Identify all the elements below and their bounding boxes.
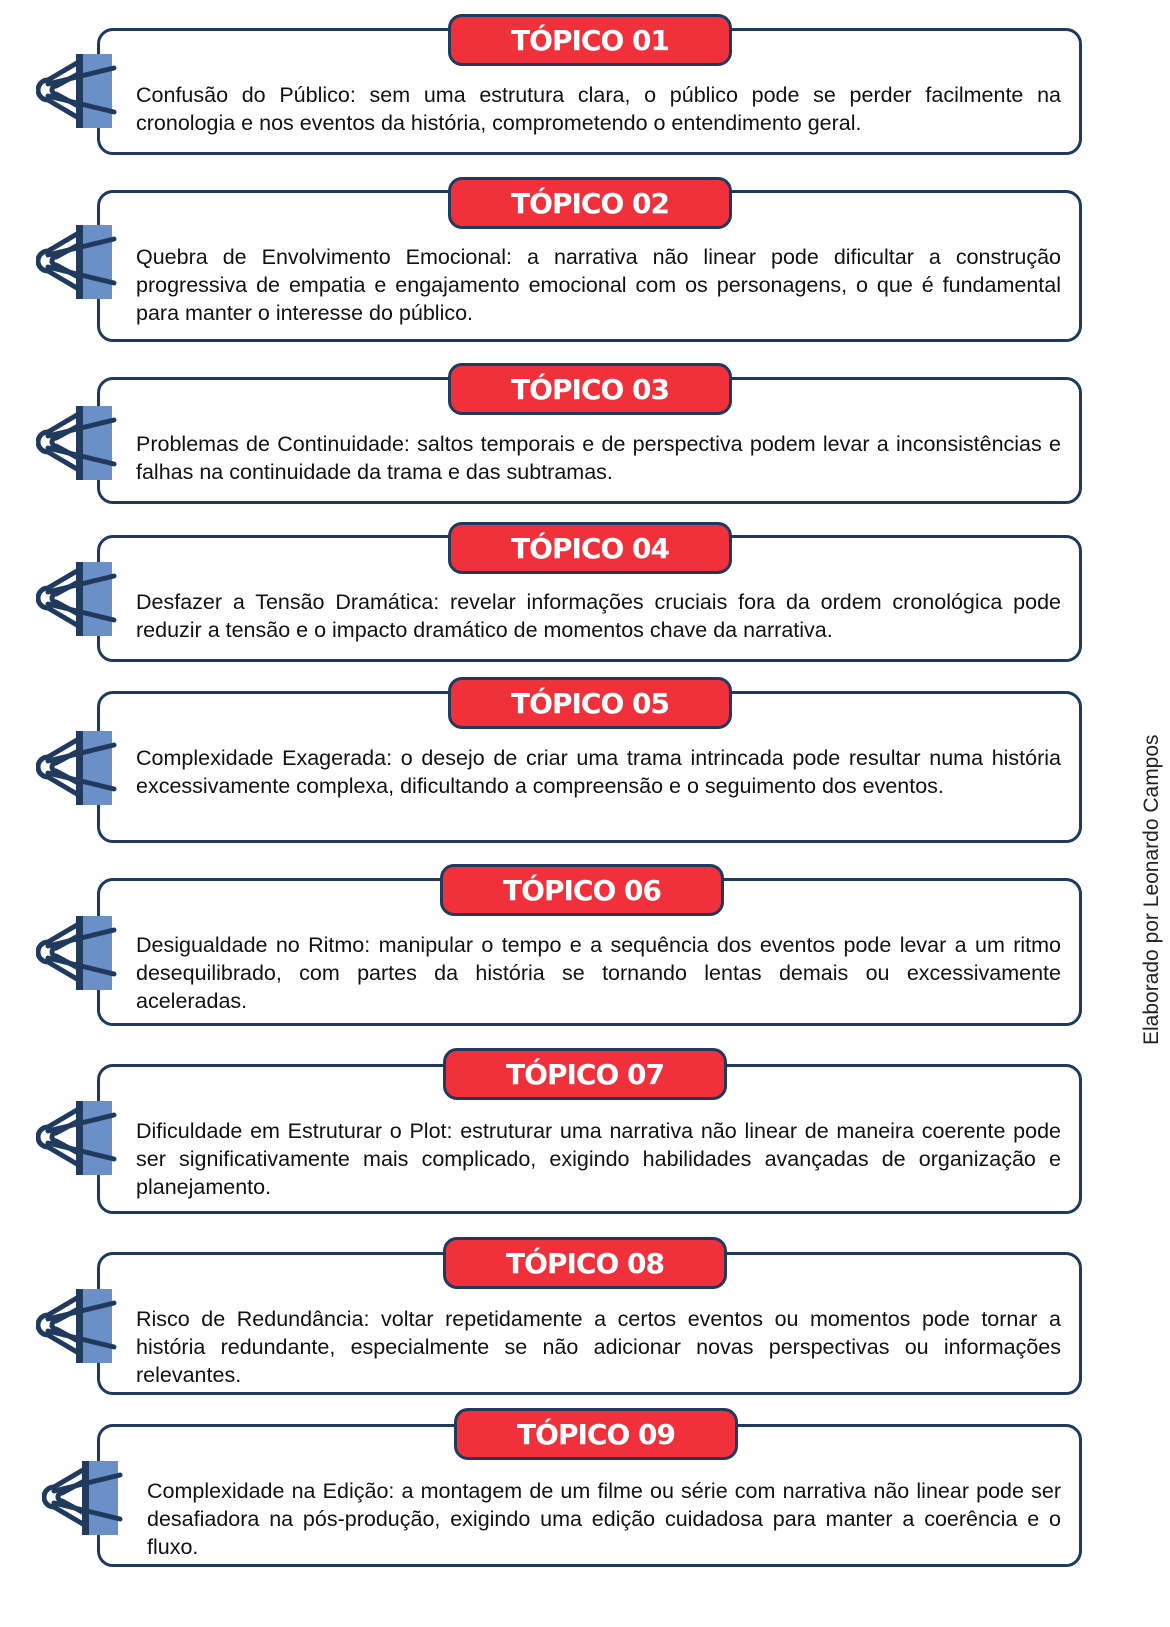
topic-text: Complexidade na Edição: a montagem de um filme ou série com narrativa não linear pode ser desafiadora na pós-produção, exigindo uma edição cuidadosa para manter a coerência e o fluxo. — [147, 1479, 1061, 1559]
topic-text: Complexidade Exagerada: o desejo de criar uma trama intrincada pode resultar numa história excessivamente complexa, dificultando a compreensão e o seguimento dos eventos. — [136, 746, 1061, 798]
topic-badge: TÓPICO 05 — [448, 677, 732, 729]
binder-clip-icon — [42, 1455, 124, 1539]
topic-badge: TÓPICO 08 — [443, 1237, 727, 1289]
binder-clip-icon — [36, 400, 118, 484]
topic-badge: TÓPICO 03 — [448, 363, 732, 415]
binder-clip-icon — [36, 910, 118, 994]
topic-text: Desfazer a Tensão Dramática: revelar informações cruciais fora da ordem cronológica pode reduzir a tensão e o impacto dramático de momentos chave da narrativa. — [136, 590, 1061, 642]
topic-badge: TÓPICO 04 — [448, 522, 732, 574]
binder-clip-icon — [36, 1095, 118, 1179]
credit-text: Elaborado por Leonardo Campos — [1140, 734, 1163, 1045]
topic-badge: TÓPICO 02 — [448, 177, 732, 229]
topic-text: Risco de Redundância: voltar repetidamente a certos eventos ou momentos pode tornar a história redundante, especialmente se não adicionar novas perspectivas ou informações relevantes. — [136, 1307, 1061, 1387]
binder-clip-icon — [36, 725, 118, 809]
binder-clip-icon — [36, 1283, 118, 1367]
binder-clip-icon — [36, 219, 118, 303]
binder-clip-icon — [36, 48, 118, 132]
topic-text: Confusão do Público: sem uma estrutura clara, o público pode se perder facilmente na cronologia e nos eventos da história, comprometendo o entendimento geral. — [136, 83, 1061, 135]
topic-text: Desigualdade no Ritmo: manipular o tempo e a sequência dos eventos pode levar a um ritmo desequilibrado, com partes da história se tornando lentas demais ou excessivamente aceleradas. — [136, 933, 1061, 1013]
binder-clip-icon — [36, 556, 118, 640]
topic-text: Dificuldade em Estruturar o Plot: estruturar uma narrativa não linear de maneira coerente pode ser significativamente mais complicado, exigindo habilidades avançadas de organização e planejamento. — [136, 1119, 1061, 1199]
topic-badge: TÓPICO 07 — [443, 1048, 727, 1100]
topic-text: Quebra de Envolvimento Emocional: a narrativa não linear pode dificultar a construção progressiva de empatia e engajamento emocional com os personagens, o que é fundamental para manter o interesse do público. — [136, 245, 1061, 325]
topic-badge: TÓPICO 09 — [454, 1408, 738, 1460]
topic-text: Problemas de Continuidade: saltos temporais e de perspectiva podem levar a inconsistências e falhas na continuidade da trama e das subtramas. — [136, 432, 1061, 484]
topic-badge: TÓPICO 06 — [440, 864, 724, 916]
topic-badge: TÓPICO 01 — [448, 14, 732, 66]
